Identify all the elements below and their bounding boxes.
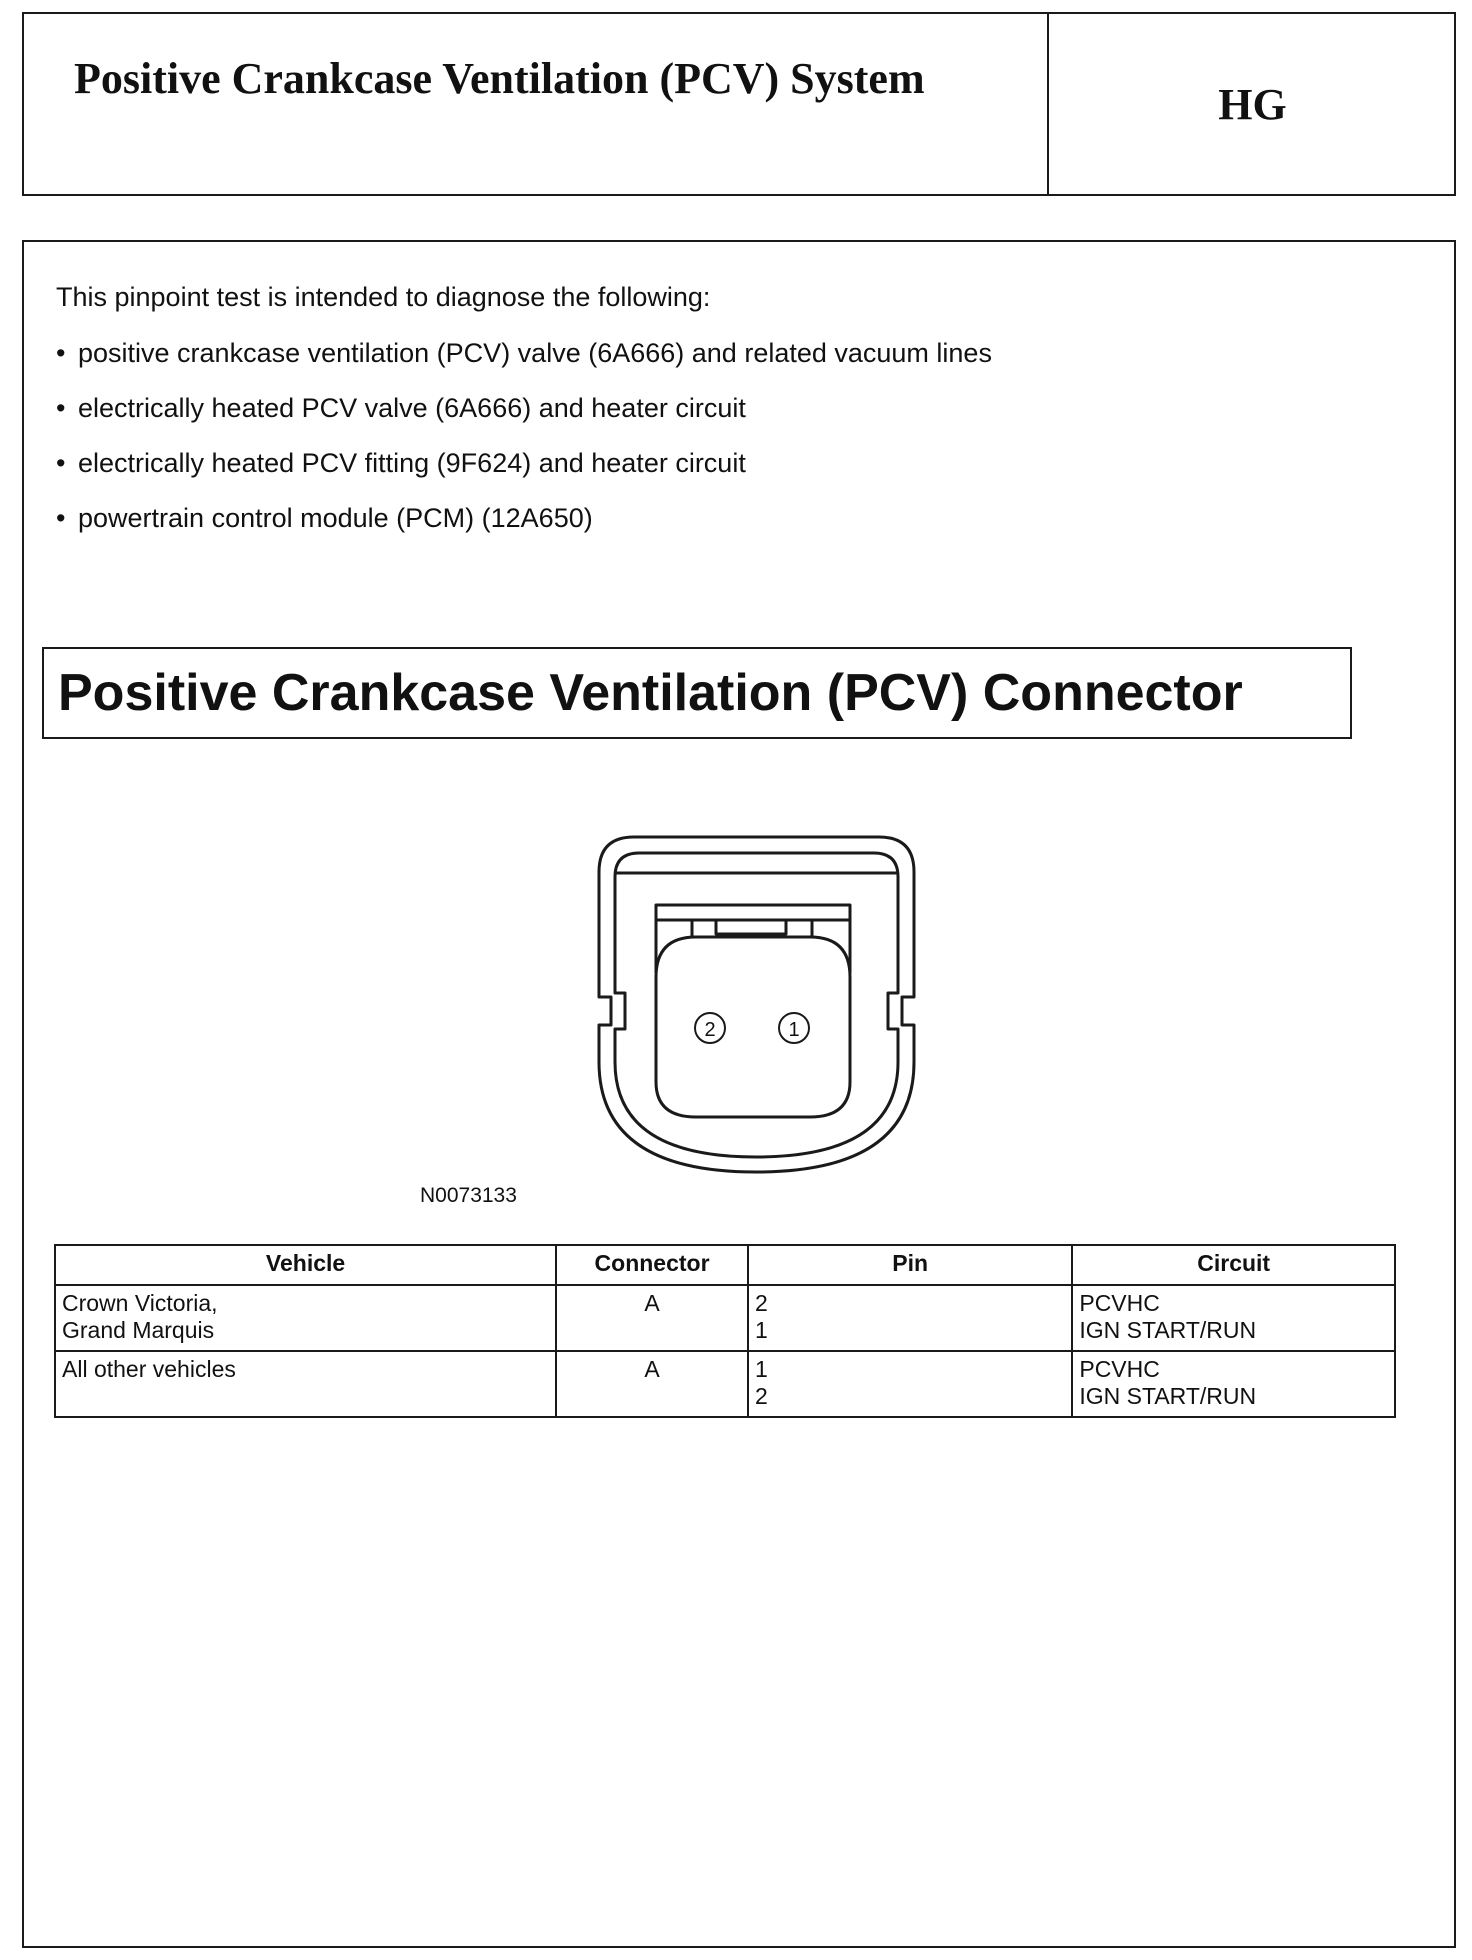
connector-latch-key	[716, 920, 786, 934]
list-item	[56, 393, 992, 448]
connector-pin-cavity	[656, 937, 850, 1117]
list-item	[56, 448, 992, 503]
bullet-icon: •	[56, 503, 66, 533]
pin-value: 1	[754, 1356, 768, 1382]
bullet-icon: •	[56, 393, 66, 423]
list-item	[56, 503, 992, 558]
pin-2-label: 2	[704, 1019, 716, 1041]
column-header-vehicle: Vehicle	[55, 1245, 556, 1285]
connector-cell: A	[556, 1285, 748, 1351]
intro-text: This pinpoint test is intended to diagnose the following:	[56, 282, 711, 312]
circuit-value: IGN START/RUN	[1079, 1383, 1257, 1409]
section-code: HG	[1218, 79, 1287, 129]
connector-cell: A	[556, 1351, 748, 1417]
column-header-pin: Pin	[748, 1245, 1072, 1285]
table-header-row	[55, 1245, 1395, 1285]
vehicle-line: Grand Marquis	[62, 1317, 215, 1343]
pin-value: 2	[754, 1383, 768, 1409]
pin-cell	[748, 1351, 1072, 1417]
figure-id: N0073133	[420, 1184, 517, 1207]
column-header-circuit: Circuit	[1072, 1245, 1395, 1285]
pin-value: 1	[754, 1317, 768, 1343]
vehicle-line: Crown Victoria,	[62, 1290, 218, 1316]
circuit-value: IGN START/RUN	[1079, 1317, 1257, 1343]
column-header-connector: Connector	[556, 1245, 748, 1285]
list-item-text: electrically heated PCV fitting (9F624) and heater circuit	[78, 448, 746, 478]
circuit-value: PCVHC	[1079, 1356, 1160, 1382]
list-item-text: positive crankcase ventilation (PCV) valve (6A666) and related vacuum lines	[78, 338, 992, 368]
pin-1-label: 1	[788, 1019, 800, 1041]
vehicle-line: All other vehicles	[62, 1356, 236, 1382]
circuit-value: PCVHC	[1079, 1290, 1160, 1316]
main-content-box	[22, 240, 1456, 1948]
vehicle-cell	[55, 1351, 556, 1417]
connector-outer-shell	[599, 837, 914, 1172]
list-item	[56, 338, 992, 393]
bullet-icon: •	[56, 448, 66, 478]
circuit-cell	[1072, 1285, 1395, 1351]
list-item-text: powertrain control module (PCM) (12A650)	[78, 503, 593, 533]
section-heading: Positive Crankcase Ventilation (PCV) Connector	[42, 647, 1352, 739]
connector-diagram	[584, 817, 929, 1177]
pin-cell	[748, 1285, 1072, 1351]
diagnosis-list	[56, 338, 992, 558]
header-box	[22, 12, 1456, 196]
vehicle-cell	[55, 1285, 556, 1351]
pin-value: 2	[754, 1290, 768, 1316]
page-title: Positive Crankcase Ventilation (PCV) System	[74, 54, 925, 103]
bullet-icon: •	[56, 338, 66, 368]
circuit-cell	[1072, 1351, 1395, 1417]
table-row	[55, 1285, 1395, 1351]
pin-table	[54, 1244, 1396, 1418]
list-item-text: electrically heated PCV valve (6A666) and heater circuit	[78, 393, 746, 423]
table-row	[55, 1351, 1395, 1417]
